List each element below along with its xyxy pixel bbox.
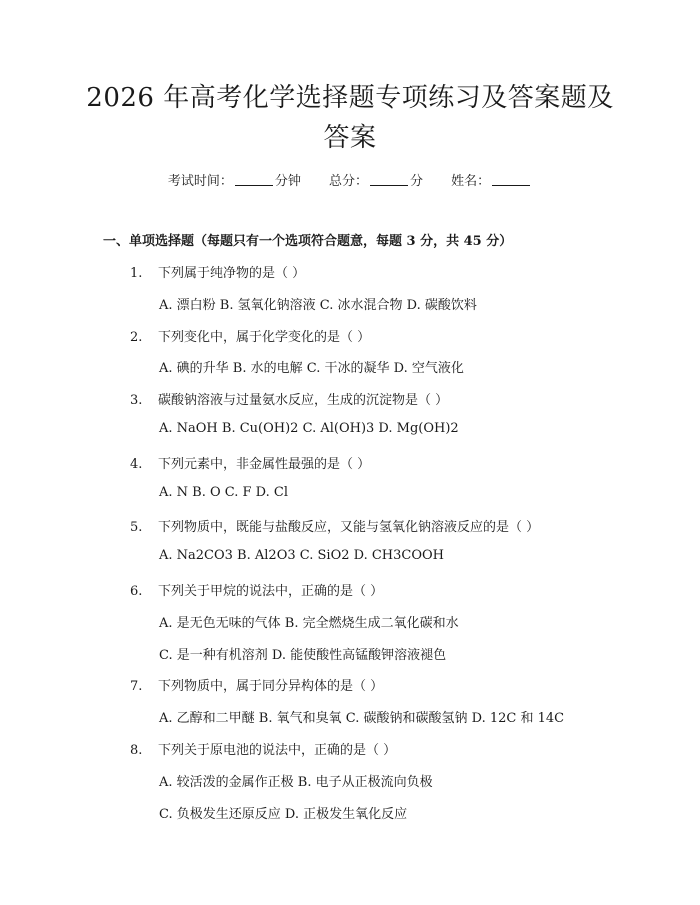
exam-time-unit: 分钟 (274, 174, 301, 189)
question-stem (130, 739, 396, 758)
total-score-label: 总分： (328, 174, 368, 189)
question-number: 2. (130, 329, 143, 345)
question-text: 碳酸钠溶液与过量氨水反应，生成的沉淀物是（ ） (158, 393, 449, 409)
exam-time-label: 考试时间： (167, 174, 233, 189)
question-stem (130, 453, 370, 472)
title-line-1: 2026 年高考化学选择题专项练习及答案题及 (86, 83, 614, 113)
question-number: 1. (130, 266, 143, 281)
question-number: 6. (130, 584, 143, 599)
exam-info-line (0, 170, 700, 189)
name-label: 姓名： (451, 174, 491, 189)
question-text: 下列关于原电池的说法中，正确的是（ ） (158, 743, 397, 758)
question-stem (130, 326, 370, 345)
name-field (451, 174, 532, 189)
question-text: 下列物质中，既能与盐酸反应，又能与氢氧化钠溶液反应的是（ ） (158, 520, 540, 536)
question-stem (130, 262, 305, 281)
answer-options: A. 是无色无味的气体 B. 完全燃烧生成二氧化碳和水 (159, 615, 459, 631)
question-number: 3. (130, 393, 143, 409)
document-title (60, 78, 640, 158)
answer-options: A. N B. O C. F D. Cl (159, 484, 288, 500)
exam-time-blank (235, 173, 273, 186)
question-number: 5. (130, 520, 143, 536)
answer-options: A. 较活泼的金属作正极 B. 电子从正极流向负极 (159, 774, 433, 790)
total-score-unit: 分 (410, 174, 424, 189)
total-score-blank (370, 173, 408, 186)
answer-options: A. 乙醇和二甲醚 B. 氧气和臭氧 C. 碳酸钠和碳酸氢钠 D. 12C 和 14C (159, 711, 565, 727)
question-text: 下列变化中，属于化学变化的是（ ） (158, 329, 371, 345)
answer-options: A. 漂白粉 B. 氢氧化钠溶液 C. 冰水混合物 D. 碳酸饮料 (159, 297, 477, 313)
answer-options: C. 负极发生还原反应 D. 正极发生氧化反应 (159, 806, 408, 822)
question-text: 下列属于纯净物的是（ ） (158, 266, 306, 281)
total-score-field (329, 174, 427, 189)
question-stem (130, 675, 383, 694)
question-stem (130, 580, 383, 599)
question-text: 下列物质中，属于同分异构体的是（ ） (158, 679, 384, 695)
question-stem (130, 516, 539, 535)
question-number: 4. (130, 456, 143, 472)
question-text: 下列关于甲烷的说法中，正确的是（ ） (158, 584, 384, 599)
name-blank (492, 173, 530, 186)
question-number: 8. (130, 743, 143, 758)
section-heading: 一、单项选择题（每题只有一个选项符合题意，每题 3 分，共 45 分） (103, 234, 513, 249)
answer-options: C. 是一种有机溶剂 D. 能使酸性高锰酸钾溶液褪色 (159, 647, 447, 663)
exam-time-field (168, 174, 305, 189)
title-line-2: 答案 (323, 123, 377, 153)
answer-options: A. NaOH B. Cu(OH)2 C. Al(OH)3 D. Mg(OH)2 (159, 421, 459, 436)
question-number: 7. (130, 679, 143, 695)
answer-options: A. Na2CO3 B. Al2O3 C. SiO2 D. CH3COOH (159, 548, 445, 564)
question-text: 下列元素中，非金属性最强的是（ ） (158, 456, 371, 472)
question-stem (130, 389, 448, 408)
answer-options: A. 碘的升华 B. 水的电解 C. 干冰的凝华 D. 空气液化 (159, 361, 464, 377)
